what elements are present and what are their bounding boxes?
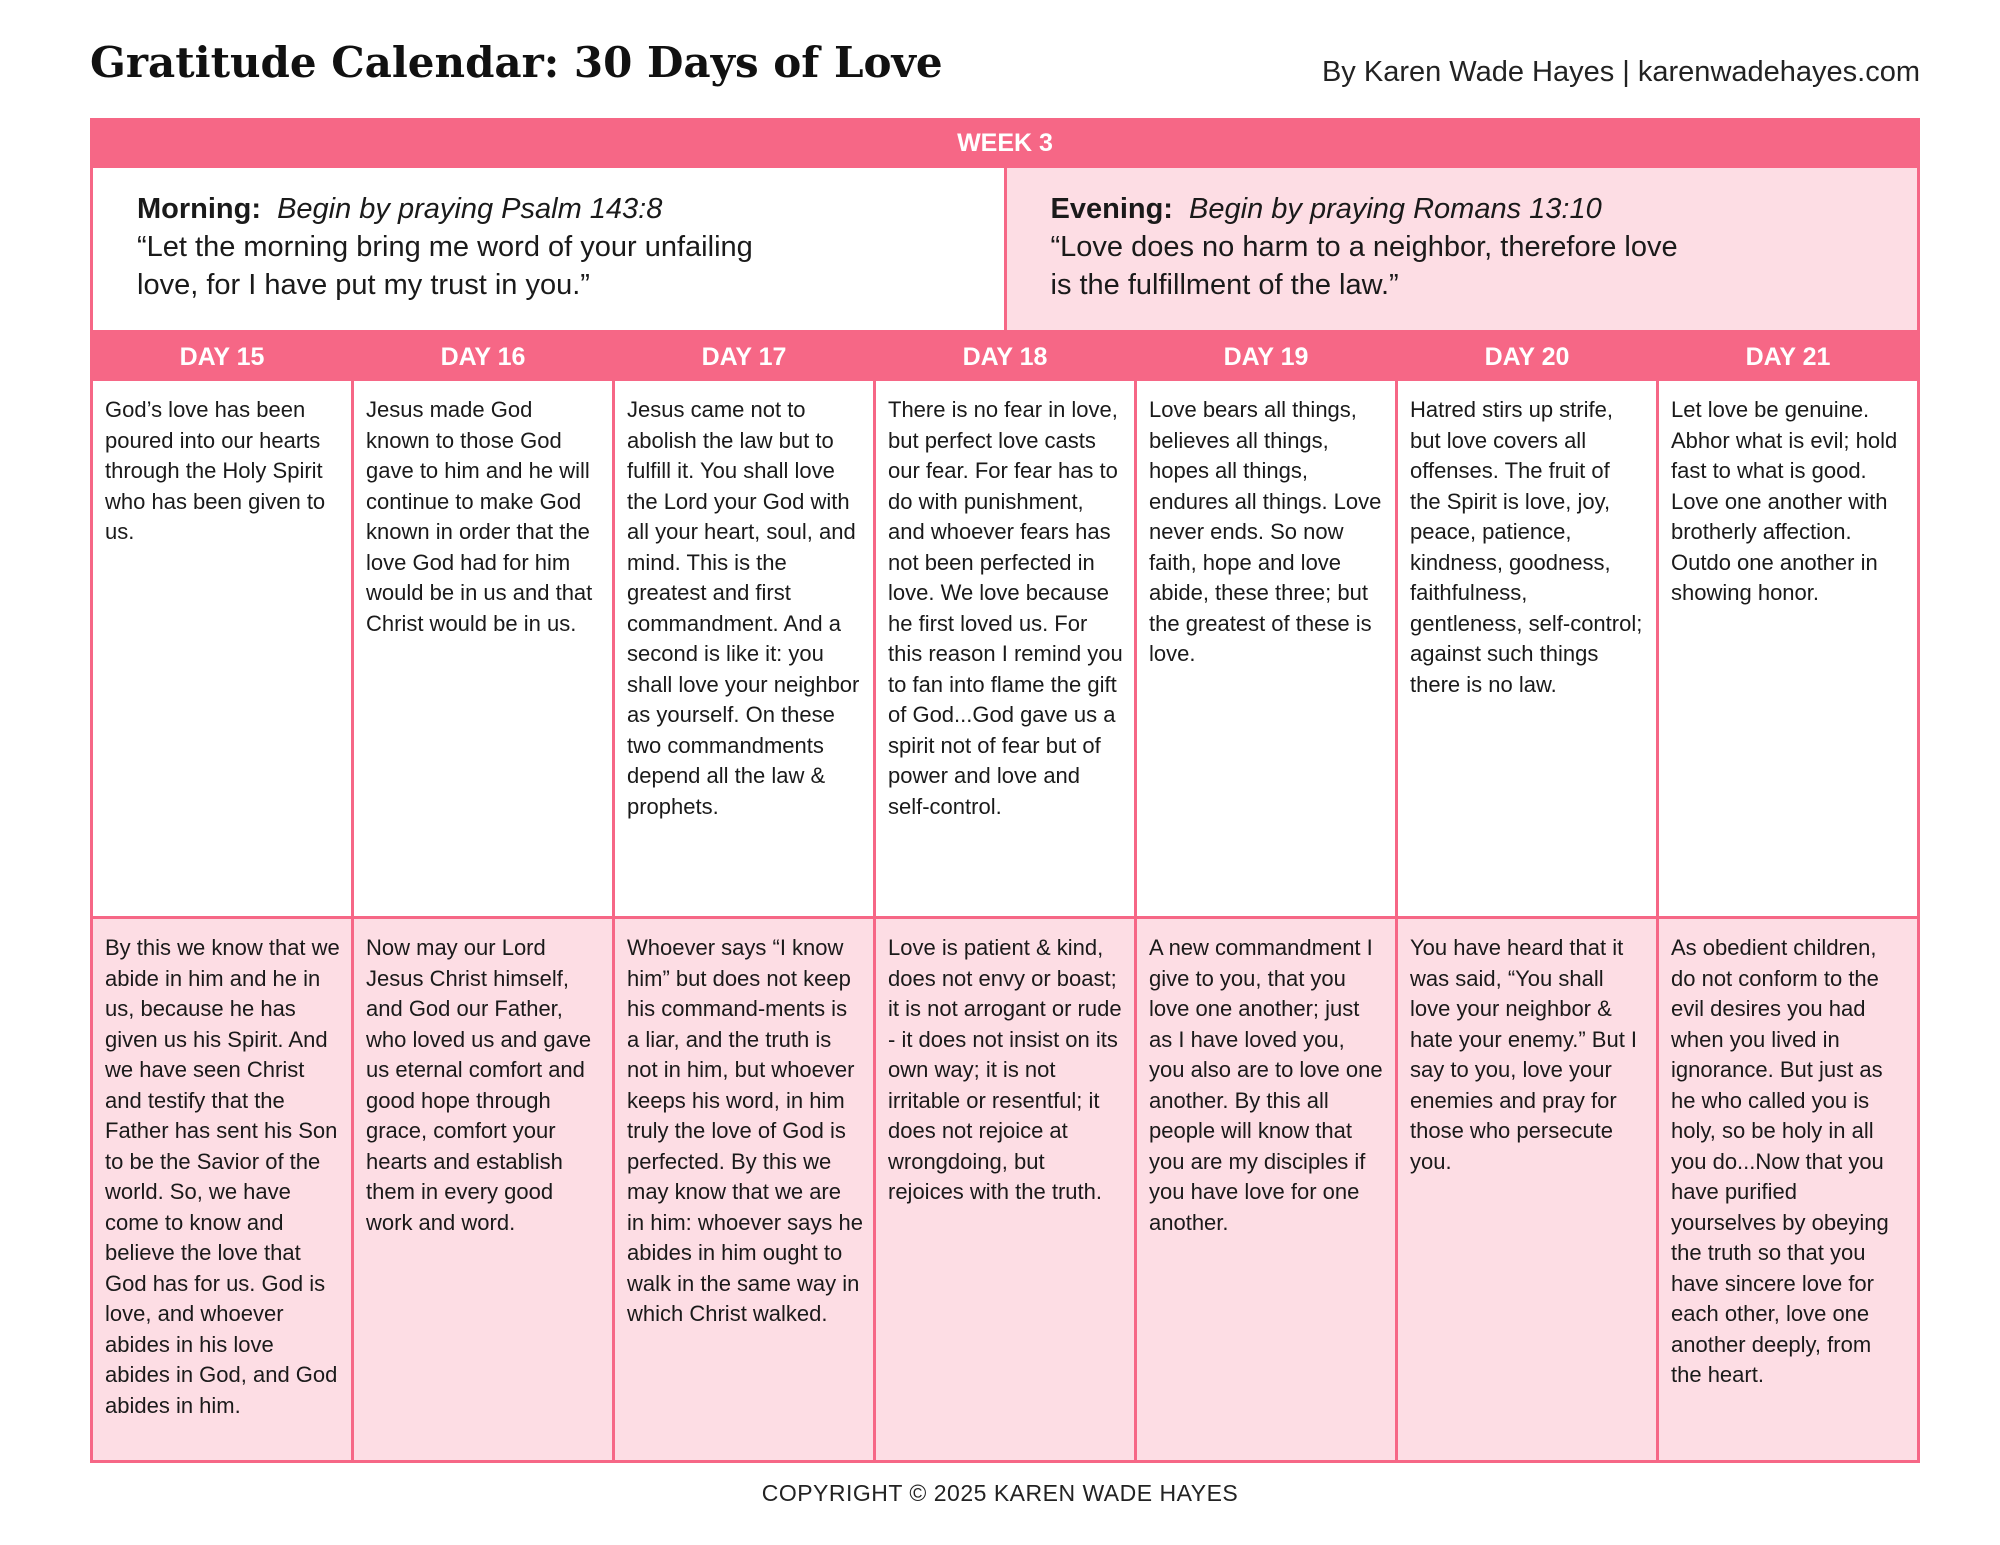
evening-label: Evening: <box>1050 193 1173 225</box>
day-21-morning-verse: Let love be genuine. Abhor what is evil; hold fast to what is good. Love one another with brotherly affection. Outdo one another in showing honor. <box>1659 381 1920 919</box>
day-17-morning-verse: Jesus came not to abolish the law but to fulfill it. You shall love the Lord your God with all your heart, soul, and mind. This is the greatest and first commandment. And a second is like it: you shall love your neighbor as yourself. On these two commandments depend all the law & prophets. <box>615 381 876 919</box>
morning-reference: Begin by praying Psalm 143:8 <box>277 193 663 225</box>
day-19-morning-verse: Love bears all things, believes all things, hopes all things, endures all things. Love never ends. So now faith, hope and love abide, these three; but the greatest of these is love. <box>1137 381 1398 919</box>
day-header-21: DAY 21 <box>1659 333 1920 381</box>
morning-quote: “Let the morning bring me word of your unfailing love, for I have put my trust in you.” <box>137 231 753 301</box>
day-header-19: DAY 19 <box>1137 333 1398 381</box>
day-header-15: DAY 15 <box>93 333 354 381</box>
author-byline: By Karen Wade Hayes | karenwadehayes.com <box>1321 56 1920 88</box>
day-header-16: DAY 16 <box>354 333 615 381</box>
day-header-18: DAY 18 <box>876 333 1137 381</box>
prayer-row <box>90 168 1920 333</box>
day-21-evening-verse: As obedient children, do not conform to the evil desires you had when you lived in ignorance. But just as he who called you is holy, so be holy in all you do...Now that you have purified yourselves by obeying the truth so that you have sincere love for each other, love one another deeply, from the heart. <box>1659 919 1920 1463</box>
day-16-morning-verse: Jesus made God known to those God gave to him and he will continue to make God known in order that the love God had for him would be in us and that Christ would be in us. <box>354 381 615 919</box>
morning-label: Morning: <box>137 193 262 225</box>
day-15-evening-verse: By this we know that we abide in him and he in us, because he has given us his Spirit. And we have seen Christ and testify that the Father has sent his Son to be the Savior of the world. So, we have come to know and believe the love that God has for us. God is love, and whoever abides in his love abides in God, and God abides in him. <box>93 919 354 1463</box>
day-header-20: DAY 20 <box>1398 333 1659 381</box>
evening-quote: “Love does no harm to a neighbor, therefore love is the fulfillment of the law.” <box>1050 231 1678 301</box>
day-19-evening-verse: A new commandment I give to you, that you love one another; just as I have loved you, you also are to love one another. By this all people will know that you are my disciples if you have love for one another. <box>1137 919 1398 1463</box>
morning-prayer <box>93 168 1007 330</box>
day-18-evening-verse: Love is patient & kind, does not envy or boast; it is not arrogant or rude - it does not insist on its own way; it is not irritable or resentful; it does not rejoice at wrongdoing, but rejoices with the truth. <box>876 919 1137 1463</box>
day-header-17: DAY 17 <box>615 333 876 381</box>
day-20-evening-verse: You have heard that it was said, “You shall love your neighbor & hate your enemy.” But I say to you, love your enemies and pray for those who persecute you. <box>1398 919 1659 1463</box>
evening-reference: Begin by praying Romans 13:10 <box>1189 193 1602 225</box>
day-15-morning-verse: God’s love has been poured into our hearts through the Holy Spirit who has been given to us. <box>93 381 354 919</box>
day-18-morning-verse: There is no fear in love, but perfect love casts our fear. For fear has to do with punishment, and whoever fears has not been perfected in love. We love because he first loved us. For this reason I remind you to fan into flame the gift of God...God gave us a spirit not of fear but of power and love and self-control. <box>876 381 1137 919</box>
day-grid <box>90 333 1920 1463</box>
evening-prayer <box>1007 168 1918 330</box>
day-17-evening-verse: Whoever says “I know him” but does not keep his command-ments is a liar, and the truth is not in him, but whoever keeps his word, in him truly the love of God is perfected. By this we may know that we are in him: whoever says he abides in him ought to walk in the same way in which Christ walked. <box>615 919 876 1463</box>
day-20-morning-verse: Hatred stirs up strife, but love covers all offenses. The fruit of the Spirit is love, joy, peace, patience, kindness, goodness, faithfulness, gentleness, self-control; against such things there is no law. <box>1398 381 1659 919</box>
calendar-sheet <box>90 118 1920 1463</box>
day-16-evening-verse: Now may our Lord Jesus Christ himself, and God our Father, who loved us and gave us eternal comfort and good hope through grace, comfort your hearts and establish them in every good work and word. <box>354 919 615 1463</box>
page-title: Gratitude Calendar: 30 Days of Love <box>90 38 943 87</box>
copyright-footer: COPYRIGHT © 2025 KAREN WADE HAYES <box>761 1480 1239 1506</box>
week-header: WEEK 3 <box>90 118 1920 168</box>
